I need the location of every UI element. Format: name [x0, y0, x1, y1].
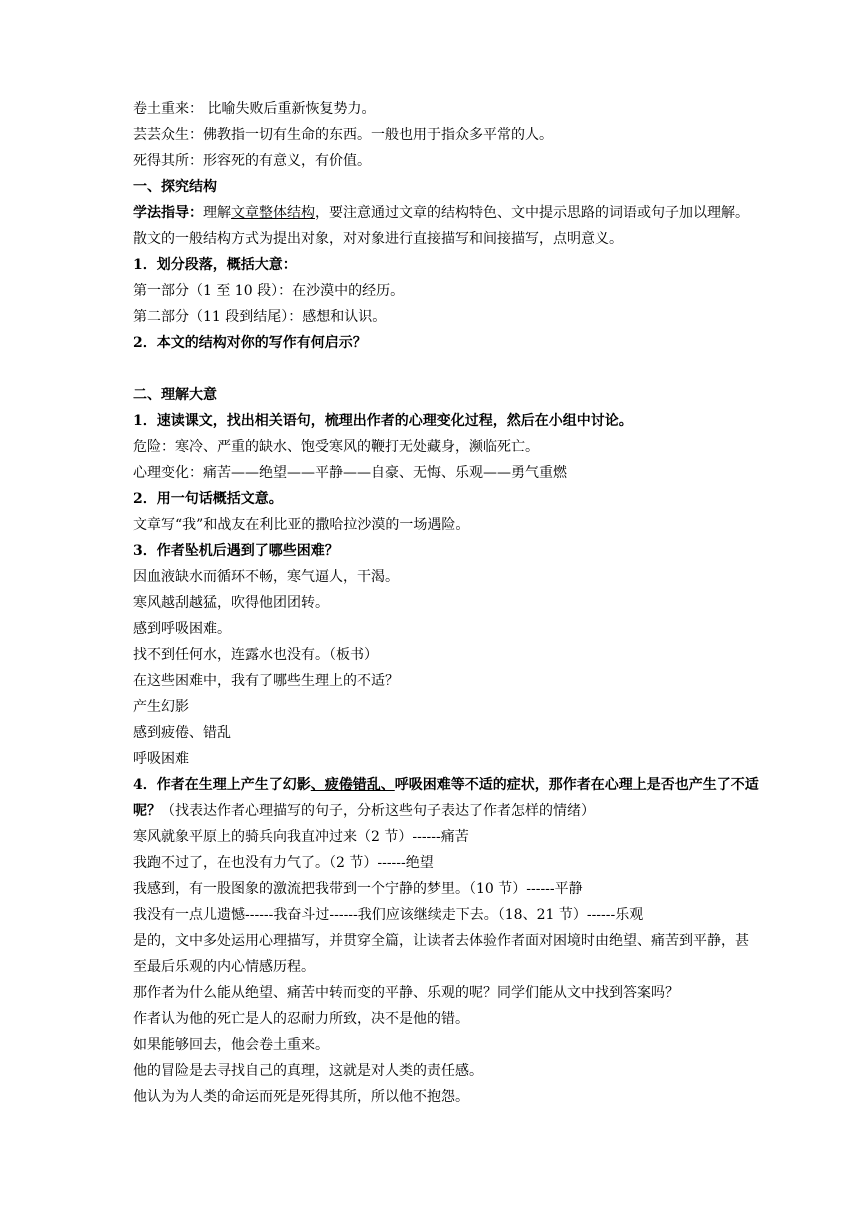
- question-underlined: 、疲倦错乱、: [310, 777, 395, 793]
- answer-line: 呼吸困难: [133, 751, 189, 767]
- quote-line: 我跑不过了，在也没有力气了。（2 节）------绝望: [133, 855, 434, 871]
- method-guide-text: 理解: [203, 205, 231, 221]
- answer-line: 他认为为人类的命运而死是死得其所，所以他不抱怨。: [133, 1089, 469, 1105]
- method-guide-text-rest: ，要注意通过文章的结构特色、文中提示思路的词语或句子加以理解。散文的一般结构方式为提出对象，对对象进行直接描写和间接描写，点明意义。: [133, 205, 749, 247]
- answer-line: 他的冒险是去寻找自己的真理，这就是对人类的责任感。: [133, 1063, 483, 1079]
- answer-line: 作者认为他的死亡是人的忍耐力所致，决不是他的错。: [133, 1011, 469, 1027]
- method-guide-label: 学法指导：: [133, 205, 203, 221]
- section-heading: 二、理解大意: [133, 387, 217, 403]
- method-guide-paragraph: [133, 200, 760, 252]
- definition-line: 死得其所：形容死的有意义，有价值。: [133, 153, 371, 169]
- answer-line: 产生幻影: [133, 699, 189, 715]
- answer-line: 找不到任何水，连露水也没有。（板书）: [133, 647, 378, 663]
- definition-line: 卷土重来： 比喻失败后重新恢复势力。: [133, 101, 376, 117]
- question-paragraph: [133, 772, 760, 824]
- question-hint: （找表达作者心理描写的句子，分析这些句子表达了作者怎样的情绪）: [161, 803, 595, 819]
- quote-line: 我感到，有一股图象的激流把我带到一个宁静的梦里。（10 节）------平静: [133, 881, 583, 897]
- answer-line: 心理变化：痛苦——绝望——平静——自豪、无悔、乐观——勇气重燃: [133, 465, 567, 481]
- definition-line: 芸芸众生：佛教指一切有生命的东西。一般也用于指众多平常的人。: [133, 127, 553, 143]
- answer-line: 文章写“我”和战友在利比亚的撒哈拉沙漠的一场遇险。: [133, 517, 470, 533]
- blank-line: [133, 356, 760, 382]
- answer-line: 危险：寒冷、严重的缺水、饱受寒风的鞭打无处藏身，濒临死亡。: [133, 439, 539, 455]
- quote-line: 我没有一点儿遗憾------我奋斗过------我们应该继续走下去。（18、21 节）------乐观: [133, 907, 644, 923]
- answer-line: 感到呼吸困难。: [133, 621, 231, 637]
- question-text-rest: 呼吸困难等不适的症状，那作者在心理上是否也产生了不适呢？: [133, 777, 759, 819]
- question-heading: 3．作者坠机后遇到了哪些困难？: [133, 543, 339, 559]
- method-guide-underlined: 文章整体结构: [231, 205, 315, 221]
- answer-line: 感到疲倦、错乱: [133, 725, 231, 741]
- answer-line: 在这些困难中，我有了哪些生理上的不适？: [133, 673, 399, 689]
- answer-line: 那作者为什么能从绝望、痛苦中转而变的平静、乐观的呢？同学们能从文中找到答案吗？: [133, 985, 679, 1001]
- quote-line: 寒风就象平原上的骑兵向我直冲过来（2 节）------痛苦: [133, 829, 469, 845]
- section-heading: 一、探究结构: [133, 179, 217, 195]
- answer-line: 如果能够回去，他会卷土重来。: [133, 1037, 329, 1053]
- answer-line: 第二部分（11 段到结尾）：感想和认识。: [133, 309, 387, 325]
- question-heading: 1．划分段落，概括大意：: [133, 257, 297, 273]
- question-heading: 2．本文的结构对你的写作有何启示？: [133, 335, 367, 351]
- question-heading: 2．用一句话概括文意。: [133, 491, 283, 507]
- summary-paragraph: 是的，文中多处运用心理描写，并贯穿全篇，让读者去体验作者面对困境时由绝望、痛苦到平静，甚至最后乐观的内心情感历程。: [133, 933, 749, 975]
- answer-line: 因血液缺水而循环不畅，寒气逼人，干渴。: [133, 569, 399, 585]
- answer-line: 寒风越刮越猛，吹得他团团转。: [133, 595, 329, 611]
- answer-line: 第一部分（1 至 10 段）：在沙漠中的经历。: [133, 283, 405, 299]
- question-heading: 1．速读课文，找出相关语句，梳理出作者的心理变化过程，然后在小组中讨论。: [133, 413, 633, 429]
- question-text: 4．作者在生理上产生了幻影: [133, 777, 311, 793]
